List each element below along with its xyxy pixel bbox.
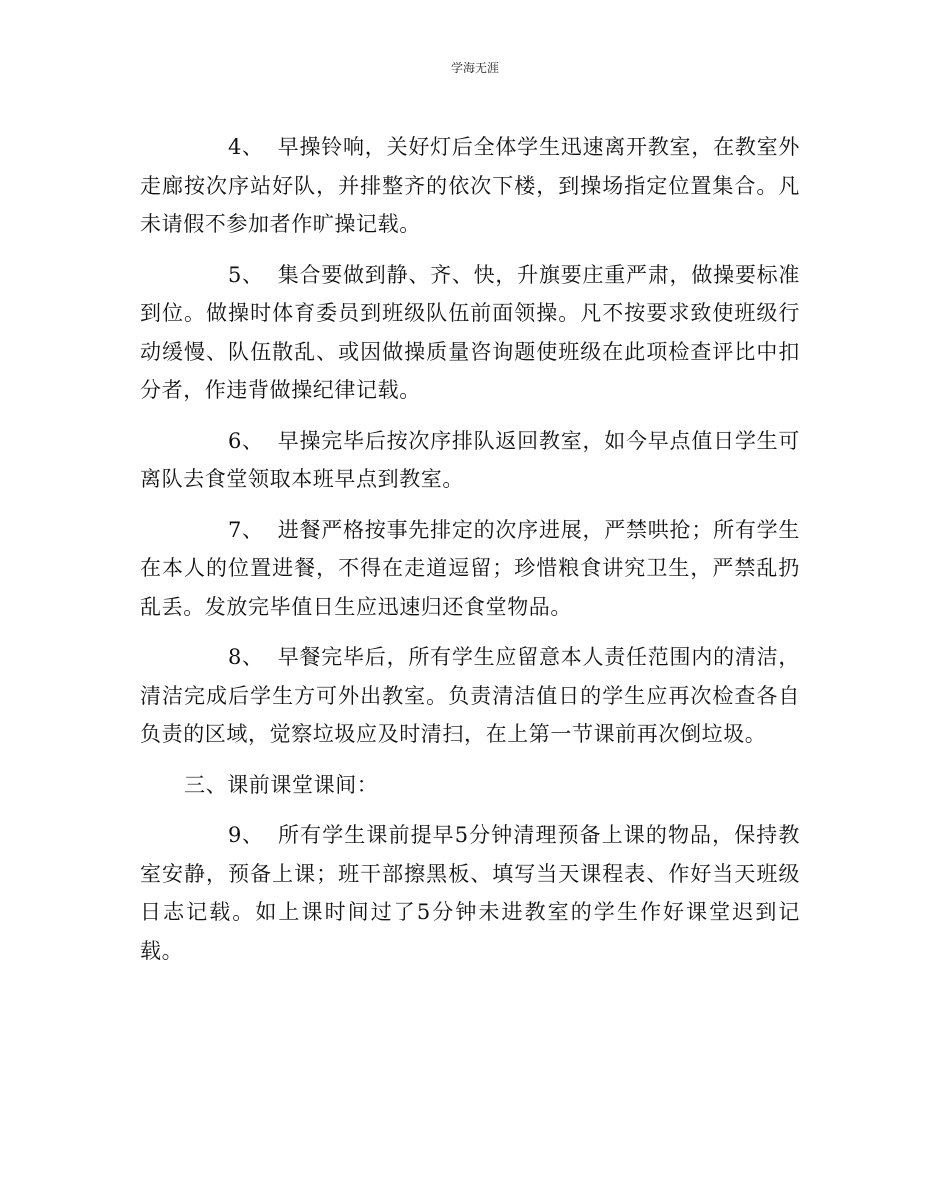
page-header: 学海无涯 xyxy=(450,61,499,75)
paragraph-text: 早操铃响，关好灯后全体学生迅速离开教室，在教室外走廊按次序站好队，并排整齐的依次下楼，到操场指定位置集合。凡未请假不参加者作旷操记载。 xyxy=(140,135,800,236)
paragraph-text: 所有学生课前提早5分钟清理预备上课的物品，保持教室安静，预备上课；班干部擦黑板、填写当天课程表、作好当天班级日志记载。如上课时间过了5分钟未进教室的学生作好课堂迟到记载。 xyxy=(140,823,800,963)
paragraph-text: 早操完毕后按次序排队返回教室，如今早点值日学生可离队去食堂领取本班早点到教室。 xyxy=(140,428,800,491)
document-body xyxy=(140,128,800,982)
paragraph-item-8 xyxy=(140,638,800,754)
paragraph-item-7 xyxy=(140,511,800,627)
paragraph-number: 6、 xyxy=(228,428,264,453)
paragraph-number: 5、 xyxy=(228,262,264,287)
paragraph-item-5 xyxy=(140,256,800,410)
paragraph-item-9 xyxy=(140,816,800,970)
section-heading xyxy=(140,766,800,805)
paragraph-number: 9、 xyxy=(228,823,264,847)
paragraph-number: 7、 xyxy=(228,517,264,542)
paragraph-text: 早餐完毕后，所有学生应留意本人责任范围内的清洁，清洁完成后学生方可外出教室。负责清洁值日的学生应再次检查各自负责的区域，觉察垃圾应及时清扫，在上第一节课前再次倒垃圾。 xyxy=(140,645,800,746)
section-heading-text: 三、课前课堂课间： xyxy=(184,772,379,797)
paragraph-text: 集合要做到静、齐、快，升旗要庄重严肃，做操要标准到位。做操时体育委员到班级队伍前面领操。凡不按要求致使班级行动缓慢、队伍散乱、或因做操质量咨询题使班级在此项检查评比中扣分者，作违背做操纪律记载。 xyxy=(140,262,800,402)
paragraph-text: 进餐严格按事先排定的次序进展，严禁哄抢；所有学生在本人的位置进餐，不得在走道逗留；珍惜粮食讲究卫生，严禁乱扔乱丢。发放完毕值日生应迅速归还食堂物品。 xyxy=(140,517,800,619)
paragraph-item-6 xyxy=(140,422,800,499)
paragraph-item-4 xyxy=(140,128,800,244)
paragraph-number: 4、 xyxy=(228,135,264,159)
paragraph-number: 8、 xyxy=(228,645,264,669)
